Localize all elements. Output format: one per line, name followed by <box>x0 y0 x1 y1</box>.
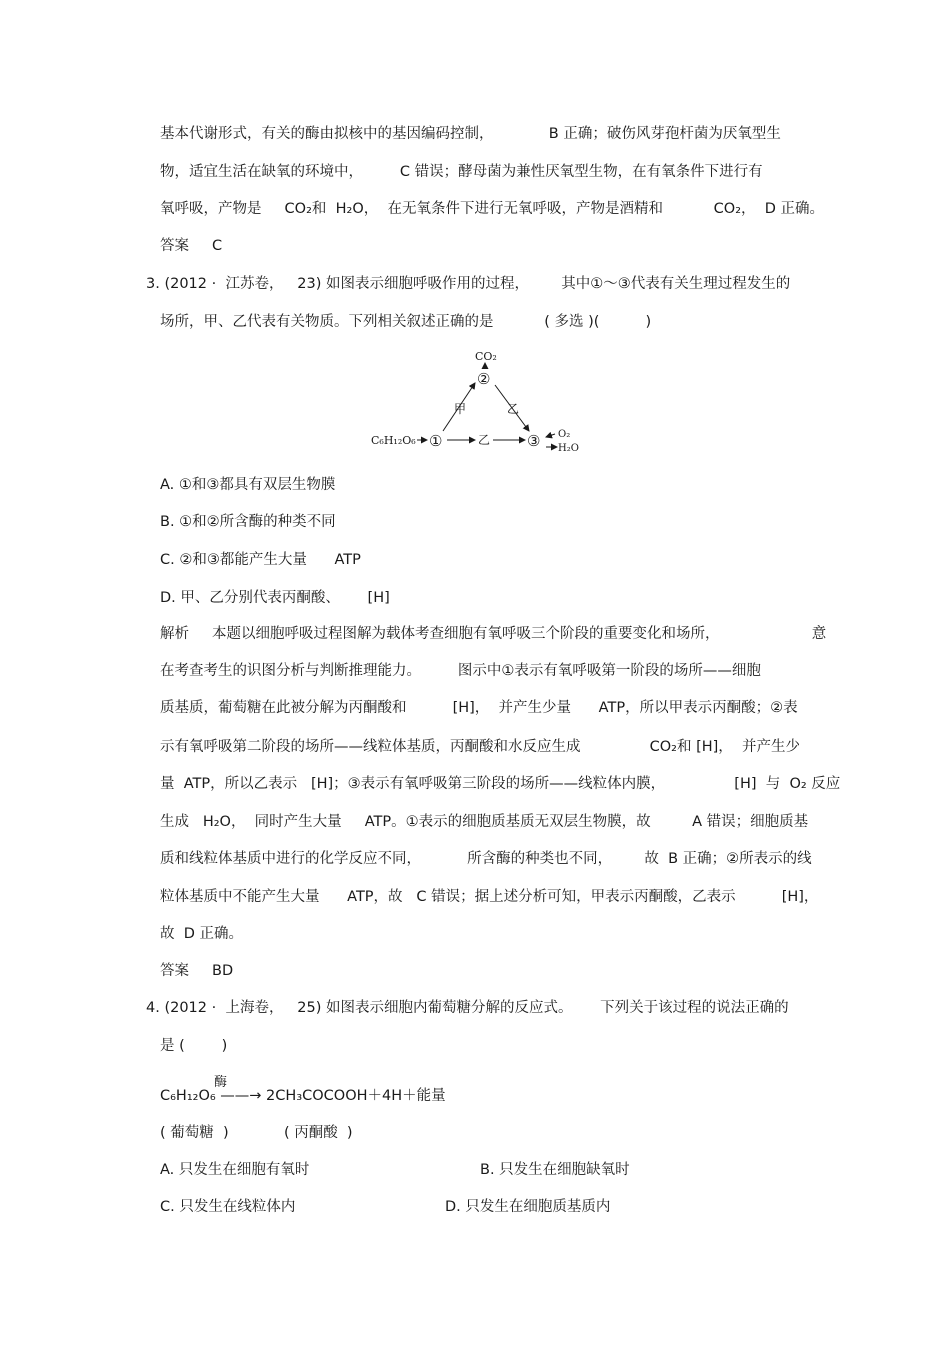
option-3b: B. ①和②所含酶的种类不同 <box>160 514 336 530</box>
site-3-label: ③ <box>527 432 541 450</box>
o2-label: O₂ <box>558 429 571 440</box>
answer-line-q3: 答案 BD <box>160 963 234 979</box>
yi-upper-label: 乙 <box>507 402 520 416</box>
question-3-stem-1: 3. (2012 · 江苏卷， 23) 如图表示细胞呼吸作用的过程， 其中①～③代表有关生理过程发生的 <box>146 276 791 292</box>
text-line-3: 氧呼吸，产物是 CO₂和 H₂O， 在无氧条件下进行无氧呼吸，产物是酒精和 CO₂， D 正确。 <box>160 201 825 217</box>
site-2-label: ② <box>477 370 491 388</box>
option-4d: D. 只发生在细胞质基质内 <box>445 1199 611 1215</box>
text-line-1: 基本代谢形式，有关的酶由拟核中的基因编码控制， B 正确；破伤风芽孢杆菌为厌氧型生 <box>160 126 781 142</box>
jia-label: 甲 <box>454 402 467 416</box>
text-line-2: 物，适宜生活在缺氧的环境中， C 错误；酵母菌为兼性厌氧型生物，在有氧条件下进行有 <box>160 164 763 180</box>
explanation-line-9: 故 D 正确。 <box>160 926 243 942</box>
explanation-line-5: 量 ATP，所以乙表示 [H]；③表示有氧呼吸第三阶段的场所——线粒体内膜， [H] 与 O₂ 反应 <box>160 776 841 792</box>
arrow-o2-into-site3 <box>546 434 555 437</box>
equation-catalyst: 酶 <box>214 1075 228 1090</box>
question-4-stem-2: 是 ( ) <box>160 1038 228 1054</box>
site-1-label: ① <box>429 432 443 450</box>
option-4c: C. 只发生在线粒体内 <box>160 1199 296 1215</box>
option-3d: D. 甲、乙分别代表丙酮酸、 [H] <box>160 590 390 606</box>
reaction-equation: C₆H₁₂O₆ ——→ 2CH₃COCOOH＋4H＋能量 <box>160 1088 446 1104</box>
explanation-line-7: 质和线粒体基质中进行的化学反应不同， 所含酶的种类也不同， 故 B 正确；②所表示的线 <box>160 851 812 867</box>
explanation-line-2: 在考查考生的识图分析与判断推理能力。 图示中①表示有氧呼吸第一阶段的场所——细胞 <box>160 663 761 679</box>
equation-labels: ( 葡萄糖 ) ( 丙酮酸 ) <box>160 1125 353 1141</box>
yi-lower-label: 乙 <box>478 433 491 447</box>
h2o-label: H₂O <box>558 443 579 454</box>
option-3a: A. ①和③都具有双层生物膜 <box>160 477 336 493</box>
explanation-line-6: 生成 H₂O， 同时产生大量 ATP。①表示的细胞质基质无双层生物膜，故 A 错误；细胞质基 <box>160 814 809 830</box>
option-3c: C. ②和③都能产生大量 ATP <box>160 552 361 568</box>
explanation-line-1: 解析 本题以细胞呼吸过程图解为载体考查细胞有氧呼吸三个阶段的重要变化和场所， 意 <box>160 626 827 642</box>
answer-line-q2: 答案 C <box>160 238 223 254</box>
glucose-label: C₆H₁₂O₆ <box>371 434 416 447</box>
option-4b: B. 只发生在细胞缺氧时 <box>480 1162 630 1178</box>
option-4a: A. 只发生在细胞有氧时 <box>160 1162 310 1178</box>
question-4-stem-1: 4. (2012 · 上海卷， 25) 如图表示细胞内葡萄糖分解的反应式。 下列关于该过程的说法正确的 <box>146 1000 789 1016</box>
question-3-stem-2: 场所，甲、乙代表有关物质。下列相关叙述正确的是 ( 多选 )( ) <box>160 314 652 330</box>
explanation-line-8: 粒体基质中不能产生大量 ATP，故 C 错误；据上述分析可知，甲表示丙酮酸，乙表示 [H]， <box>160 889 819 905</box>
explanation-line-3: 质基质，葡萄糖在此被分解为丙酮酸和 [H]， 并产生少量 ATP，所以甲表示丙酮酸；②表 <box>160 700 798 716</box>
co2-label: CO₂ <box>475 350 497 363</box>
explanation-line-4: 示有氧呼吸第二阶段的场所——线粒体基质，丙酮酸和水反应生成 CO₂和 [H]， 并产生少 <box>160 739 801 755</box>
respiration-diagram <box>365 343 595 463</box>
